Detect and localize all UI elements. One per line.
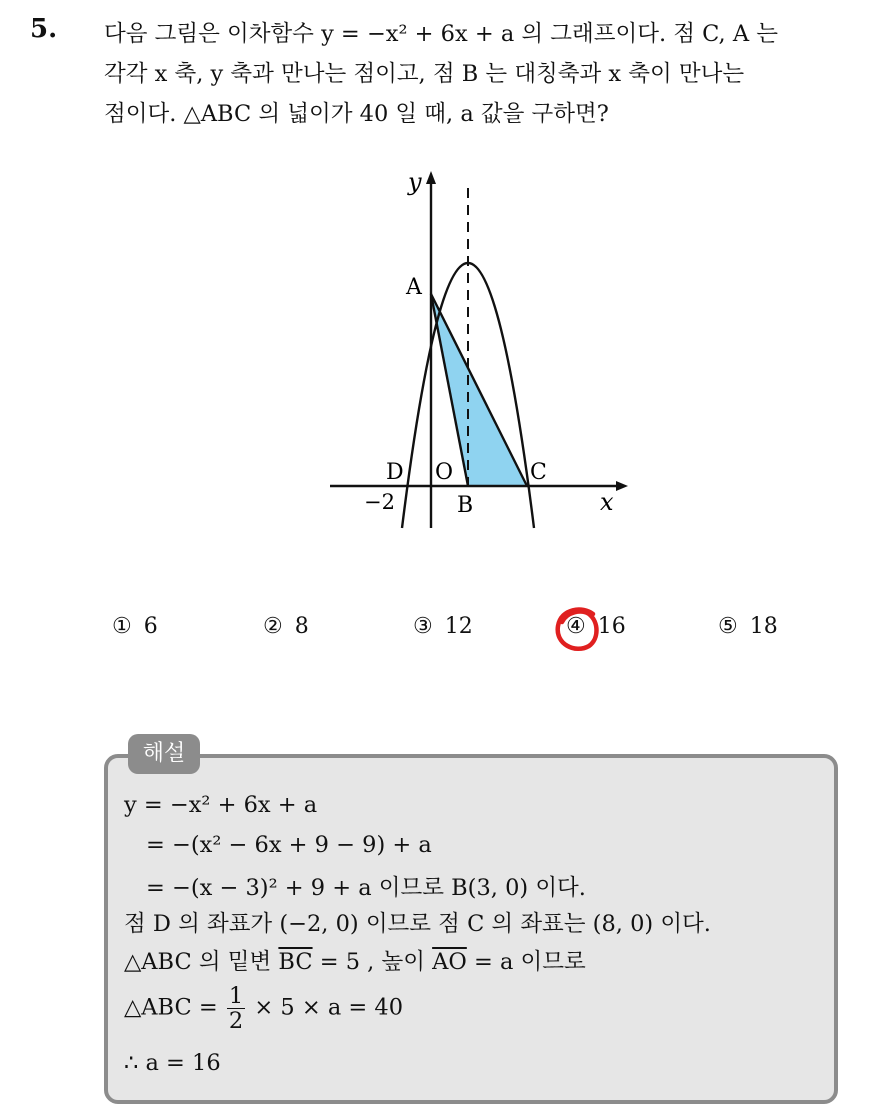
- solution-line-6-part-b: × 5 × a = 40: [247, 994, 404, 1021]
- solution-line-2: = −(x² − 6x + 9 − 9) + a: [146, 832, 432, 858]
- solution-line-6: [124, 984, 403, 1033]
- problem-line-1: 다음 그림은 이차함수 y = −x² + 6x + a 의 그래프이다. 점 C, A 는: [104, 21, 778, 47]
- segment-ao: $\overline{AO}$: [432, 949, 467, 975]
- solution-line-6-part-a: △ABC =: [124, 994, 225, 1021]
- label-point-o: O: [435, 460, 454, 485]
- solution-line-3: = −(x − 3)² + 9 + a 이므로 B(3, 0) 이다.: [146, 875, 586, 901]
- label-minus-two: −2: [364, 490, 395, 514]
- solution-line-4: 점 D 의 좌표가 (−2, 0) 이므로 점 C 의 좌표는 (8, 0) 이다.: [124, 911, 711, 937]
- solution-line-7: ∴ a = 16: [124, 1050, 221, 1076]
- problem-statement: [104, 14, 869, 134]
- x-axis-arrow: [616, 481, 628, 491]
- label-point-a: A: [406, 275, 422, 300]
- label-y-axis: y: [408, 168, 422, 196]
- solution-line-5-part-c: = a 이므로: [466, 949, 586, 975]
- solution-tag: 해설: [128, 734, 200, 774]
- problem-line-2: 각각 x 축, y 축과 만나는 점이고, 점 B 는 대칭축과 x 축이 만나는: [104, 61, 745, 87]
- solution-line-1: y = −x² + 6x + a: [124, 792, 318, 818]
- label-point-b: B: [457, 493, 474, 518]
- choice-3-mark: ③: [413, 614, 433, 639]
- solution-line-5-part-a: △ABC 의 밑변: [124, 949, 279, 975]
- choice-2-mark: ②: [263, 614, 283, 639]
- choice-1-mark: ①: [112, 614, 132, 639]
- fraction-denominator: 2: [228, 1008, 244, 1034]
- selected-answer-circle: [553, 606, 601, 656]
- choice-5-value: 18: [749, 614, 778, 639]
- choice-3-value: 12: [444, 614, 473, 639]
- problem-line-3: 점이다. △ABC 의 넓이가 40 일 때, a 값을 구하면?: [104, 101, 609, 127]
- solution-line-5: [124, 944, 586, 976]
- choice-3[interactable]: [413, 614, 473, 639]
- choice-2-value: 8: [294, 614, 309, 639]
- choice-1-value: 6: [143, 614, 158, 639]
- choice-1[interactable]: [112, 614, 158, 639]
- choice-4-value: 16: [597, 614, 626, 639]
- choice-4-mark: ④: [566, 614, 586, 639]
- label-point-c: C: [530, 460, 547, 485]
- answer-choices: [0, 614, 884, 654]
- fraction-numerator: 1: [228, 983, 244, 1009]
- parabola-graph: [330, 168, 630, 540]
- y-axis-arrow: [426, 171, 436, 184]
- choice-2[interactable]: [263, 614, 309, 639]
- label-point-d: D: [386, 460, 404, 485]
- solution-line-5-part-b: = 5 , 높이: [312, 949, 433, 975]
- fraction-one-half: [227, 984, 245, 1033]
- segment-bc: $\overline{BC}$: [278, 949, 313, 975]
- label-x-axis: x: [600, 488, 614, 516]
- choice-5[interactable]: [718, 614, 778, 639]
- problem-number: 5.: [30, 14, 58, 44]
- choice-5-mark: ⑤: [718, 614, 738, 639]
